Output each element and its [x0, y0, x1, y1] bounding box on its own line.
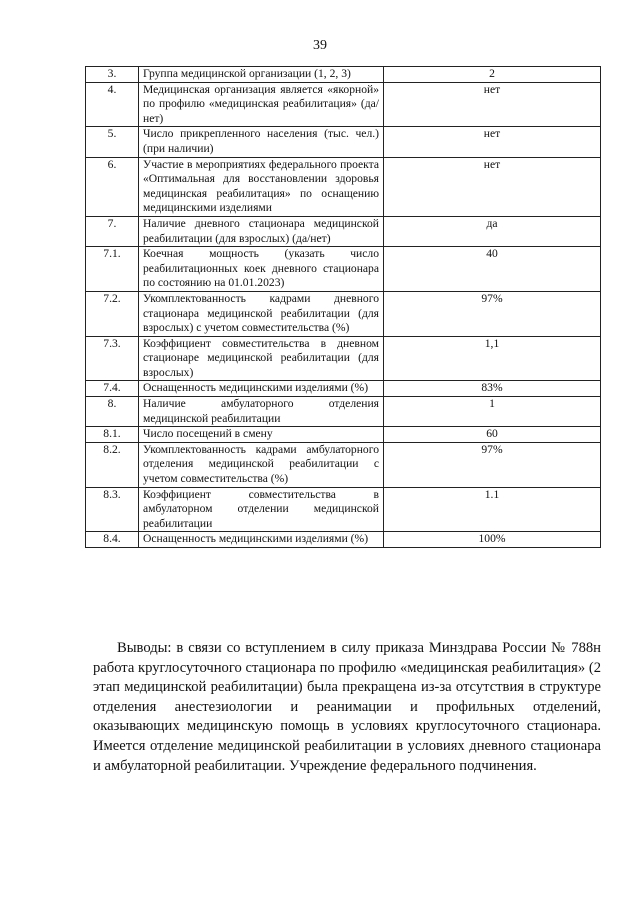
row-label: Укомплектованность кадрами амбулаторного отделения медицинской реабилитации с учетом совместительства (%) [139, 442, 384, 487]
table-row [86, 216, 601, 246]
row-number: 7.3. [86, 336, 139, 381]
row-number: 3. [86, 67, 139, 83]
row-number: 8.3. [86, 487, 139, 532]
table-row [86, 157, 601, 216]
row-label: Участие в мероприятиях федерального проекта «Оптимальная для восстановлении здоровья медицинская реабилитация» по оснащению медицинскими изделиями [139, 157, 384, 216]
row-value: нет [384, 157, 601, 216]
row-value: 83% [384, 381, 601, 397]
table-row [86, 247, 601, 292]
row-value: 1 [384, 397, 601, 427]
table-row [86, 532, 601, 548]
row-label: Число посещений в смену [139, 427, 384, 443]
table-row [86, 397, 601, 427]
table-row [86, 336, 601, 381]
row-value: 40 [384, 247, 601, 292]
row-number: 7. [86, 216, 139, 246]
row-label: Группа медицинской организации (1, 2, 3) [139, 67, 384, 83]
row-label: Оснащенность медицинскими изделиями (%) [139, 532, 384, 548]
row-label: Укомплектованность кадрами дневного стационара медицинской реабилитации (для взрослых) с учетом совместительства (%) [139, 291, 384, 336]
row-label: Наличие дневного стационара медицинской реабилитации (для взрослых) (да/нет) [139, 216, 384, 246]
row-value: 97% [384, 442, 601, 487]
row-label: Коэффициент совместительства в амбулаторном отделении медицинской реабилитации [139, 487, 384, 532]
table-row [86, 487, 601, 532]
row-value: 97% [384, 291, 601, 336]
row-label: Число прикрепленного населения (тыс. чел.) (при наличии) [139, 127, 384, 157]
row-value: 1.1 [384, 487, 601, 532]
table-row [86, 82, 601, 127]
row-number: 7.2. [86, 291, 139, 336]
table-row [86, 427, 601, 443]
row-number: 8.4. [86, 532, 139, 548]
row-number: 7.4. [86, 381, 139, 397]
row-value: нет [384, 82, 601, 127]
table-row [86, 127, 601, 157]
row-number: 4. [86, 82, 139, 127]
indicators-table [85, 66, 601, 548]
row-label: Коечная мощность (указать число реабилитационных коек дневного стационара по состоянию на 01.01.2023) [139, 247, 384, 292]
row-value: да [384, 216, 601, 246]
row-number: 8.1. [86, 427, 139, 443]
row-label: Наличие амбулаторного отделения медицинской реабилитации [139, 397, 384, 427]
row-label: Коэффициент совместительства в дневном стационаре медицинской реабилитации (для взрослых) [139, 336, 384, 381]
row-number: 7.1. [86, 247, 139, 292]
row-value: 2 [384, 67, 601, 83]
row-number: 8.2. [86, 442, 139, 487]
row-label: Медицинская организация является «якорной» по профилю «медицинская реабилитация» (да/нет) [139, 82, 384, 127]
conclusion-paragraph: Выводы: в связи со вступлением в силу приказа Минздрава России № 788н работа круглосуточного стационара по профилю «медицинская реабилитация» (2 этап медицинской реабилитации) была прекращена из-за отсутствия в структуре отделения анестезиологии и реанимации и профильных отделений, оказывающих медицинскую помощь в условиях круглосуточного стационара. Имеется отделение медицинской реабилитации в условиях дневного стационара и амбулаторной реабилитации. Учреждение федерального подчинения. [93, 640, 601, 774]
row-value: 60 [384, 427, 601, 443]
page-number: 39 [313, 38, 327, 53]
row-label: Оснащенность медицинскими изделиями (%) [139, 381, 384, 397]
row-number: 6. [86, 157, 139, 216]
row-number: 8. [86, 397, 139, 427]
row-value: 1,1 [384, 336, 601, 381]
row-value: 100% [384, 532, 601, 548]
table-row [86, 291, 601, 336]
row-number: 5. [86, 127, 139, 157]
table-row [86, 67, 601, 83]
table-row [86, 442, 601, 487]
table-row [86, 381, 601, 397]
row-value: нет [384, 127, 601, 157]
